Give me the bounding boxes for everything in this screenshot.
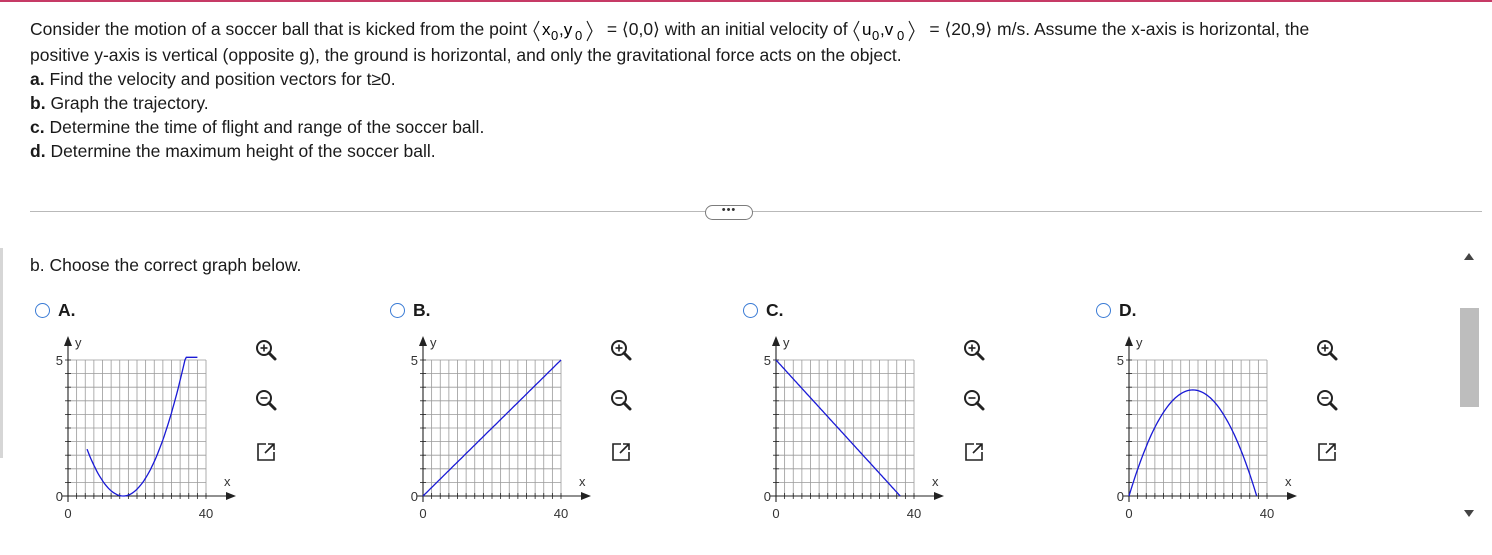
zoom-out-icon[interactable] xyxy=(962,388,986,412)
x-tick-label-40: 40 xyxy=(553,506,569,521)
svg-text:,y: ,y xyxy=(558,20,573,39)
part-b-prompt: b. Choose the correct graph below. xyxy=(30,255,302,275)
option-c[interactable] xyxy=(738,296,1068,536)
option-label[interactable]: B. xyxy=(413,300,431,320)
option-radio-b[interactable] xyxy=(390,303,405,318)
part-a: a. Find the velocity and position vectors for t≥0. xyxy=(30,69,396,89)
x-axis-arrow xyxy=(581,492,591,500)
open-new-window-icon[interactable] xyxy=(962,440,986,464)
svg-text:0: 0 xyxy=(574,28,583,43)
zoom-out-icon[interactable] xyxy=(1315,388,1339,412)
trajectory-graph[interactable] xyxy=(30,328,260,528)
y-axis-arrow xyxy=(1125,336,1133,346)
trajectory-graph[interactable] xyxy=(385,328,615,528)
part-d: d. Determine the maximum height of the soccer ball. xyxy=(30,141,436,161)
x-axis-arrow xyxy=(934,492,944,500)
y-axis-arrow xyxy=(772,336,780,346)
y-tick-label-5: 5 xyxy=(763,353,771,368)
x-tick-label-40: 40 xyxy=(906,506,922,521)
open-new-window-icon[interactable] xyxy=(609,440,633,464)
initial-point-value: = ⟨0,0⟩ with an initial velocity of xyxy=(606,19,848,39)
zoom-in-icon[interactable] xyxy=(254,338,278,362)
y-tick-label-0: 0 xyxy=(55,489,63,504)
open-new-window-icon[interactable] xyxy=(1315,440,1339,464)
scroll-down-arrow-icon[interactable] xyxy=(1464,510,1474,517)
y-axis-label: y xyxy=(75,335,82,350)
expand-more-button[interactable]: ••• xyxy=(705,205,753,220)
x-axis-arrow xyxy=(226,492,236,500)
part-c: c. Determine the time of flight and range of the soccer ball. xyxy=(30,117,485,137)
option-radio-d[interactable] xyxy=(1096,303,1111,318)
svg-text:u: u xyxy=(862,20,872,39)
question-text xyxy=(30,17,1460,163)
svg-text:x: x xyxy=(541,20,551,39)
section-divider xyxy=(30,211,1482,212)
x-tick-label-0: 0 xyxy=(419,506,427,521)
option-a[interactable] xyxy=(30,296,360,536)
part-b: b. Graph the trajectory. xyxy=(30,93,209,113)
y-tick-label-5: 5 xyxy=(410,353,418,368)
y-tick-label-5: 5 xyxy=(55,353,63,368)
trajectory-curve xyxy=(1129,390,1257,496)
option-label[interactable]: A. xyxy=(58,300,76,320)
x-tick-label-0: 0 xyxy=(64,506,72,521)
y-tick-label-0: 0 xyxy=(1116,489,1124,504)
trajectory-graph[interactable] xyxy=(738,328,968,528)
question-line-1 xyxy=(30,17,1460,43)
x-tick-label-0: 0 xyxy=(772,506,780,521)
question-intro: Consider the motion of a soccer ball that is kicked from the point xyxy=(30,19,528,39)
svg-text:,v: ,v xyxy=(880,20,894,39)
zoom-in-icon[interactable] xyxy=(962,338,986,362)
velocity-vector-math xyxy=(852,17,924,43)
x-axis-label: x xyxy=(932,474,939,489)
x-axis-arrow xyxy=(1287,492,1297,500)
zoom-in-icon[interactable] xyxy=(1315,338,1339,362)
y-tick-label-0: 0 xyxy=(763,489,771,504)
option-b[interactable] xyxy=(385,296,715,536)
y-axis-label: y xyxy=(1136,335,1143,350)
y-tick-label-0: 0 xyxy=(410,489,418,504)
trajectory-graph[interactable] xyxy=(1091,328,1321,528)
x-axis-label: x xyxy=(1285,474,1292,489)
option-d[interactable] xyxy=(1091,296,1421,536)
x-tick-label-40: 40 xyxy=(198,506,214,521)
zoom-out-icon[interactable] xyxy=(254,388,278,412)
y-axis-arrow xyxy=(64,336,72,346)
x-axis-label: x xyxy=(224,474,231,489)
zoom-out-icon[interactable] xyxy=(609,388,633,412)
y-tick-label-5: 5 xyxy=(1116,353,1124,368)
question-line-2: positive y-axis is vertical (opposite g), the ground is horizontal, and only the gravitational force acts on the object. xyxy=(30,45,902,65)
option-label[interactable]: D. xyxy=(1119,300,1137,320)
x-axis-label: x xyxy=(579,474,586,489)
option-radio-a[interactable] xyxy=(35,303,50,318)
x-tick-label-40: 40 xyxy=(1259,506,1275,521)
svg-text:0: 0 xyxy=(872,28,880,43)
point-vector-math xyxy=(532,17,602,43)
initial-velocity-value: = ⟨20,9⟩ m/s. Assume the x-axis is horizontal, the xyxy=(929,19,1310,39)
open-new-window-icon[interactable] xyxy=(254,440,278,464)
y-axis-label: y xyxy=(783,335,790,350)
y-axis-arrow xyxy=(419,336,427,346)
option-label[interactable]: C. xyxy=(766,300,784,320)
trajectory-curve xyxy=(87,357,197,496)
scrollbar-thumb[interactable] xyxy=(1460,308,1479,407)
svg-text:0: 0 xyxy=(550,28,559,43)
x-tick-label-0: 0 xyxy=(1125,506,1133,521)
left-edge-bar xyxy=(0,248,3,458)
zoom-in-icon[interactable] xyxy=(609,338,633,362)
scroll-up-arrow-icon[interactable] xyxy=(1464,253,1474,260)
option-radio-c[interactable] xyxy=(743,303,758,318)
y-axis-label: y xyxy=(430,335,437,350)
svg-text:0: 0 xyxy=(897,28,905,43)
top-accent-line xyxy=(0,0,1492,2)
